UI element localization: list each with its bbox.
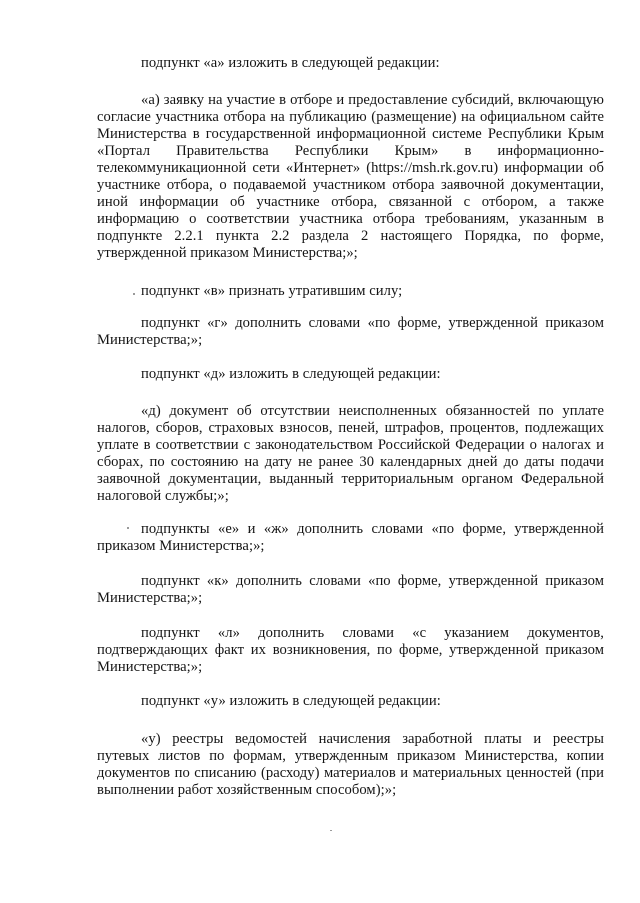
- paragraph-v: подпункт «в» признать утратившим силу;: [141, 283, 403, 299]
- scan-speck: [133, 293, 135, 295]
- scan-speck: [127, 527, 129, 529]
- paragraph-g: подпункт «г» дополнить словами «по форме, утвержденной приказом Министерства;»;: [97, 315, 604, 348]
- paragraph-k: подпункт «к» дополнить словами «по форме, утвержденной приказом Министерства;»;: [97, 573, 604, 606]
- paragraph-l: подпункт «л» дополнить словами «с указанием документов, подтверждающих факт их возникновения, по форме, утвержденной приказом Министерства;»;: [97, 625, 604, 675]
- paragraph-u-text: «у) реестры ведомостей начисления заработной платы и реестры путевых листов по формам, утвержденным приказом Министерства, копии документов по списанию (расходу) материалов и материальных ценностей (при выполнении работ хозяйственным способом);»;: [97, 731, 604, 798]
- scan-speck: [330, 830, 332, 831]
- paragraph-u-intro: подпункт «у» изложить в следующей редакции:: [141, 693, 441, 709]
- paragraph-e-zh: подпункты «е» и «ж» дополнить словами «по форме, утвержденной приказом Министерства;»;: [97, 521, 604, 554]
- paragraph-a-text: «а) заявку на участие в отборе и предоставление субсидий, включающую согласие участника отбора на публикацию (размещение) на официальном сайте Министерства в государственной информационной системе Республики Крым «Портал Правительства Республики Крым» в информационно-телекоммуникационной сети «Интернет» (https://msh.rk.gov.ru) информации об участнике отбора, о подаваемой участником отбора заявочной документации, иной информации об участнике отбора, связанной с отбором, а также информацию о соответствии участника отбора требованиям, указанным в подпункте 2.2.1 пункта 2.2 раздела 2 настоящего Порядка, по форме, утвержденной приказом Министерства;»;: [97, 92, 604, 261]
- paragraph-a-intro: подпункт «а» изложить в следующей редакции:: [141, 55, 440, 71]
- paragraph-d-intro: подпункт «д» изложить в следующей редакции:: [141, 366, 441, 382]
- paragraph-d-text: «д) документ об отсутствии неисполненных обязанностей по уплате налогов, сборов, страховых взносов, пеней, штрафов, процентов, подлежащих уплате в соответствии с законодательством Российской Федерации о налогах и сборах, по состоянию на дату не ранее 30 календарных дней до даты подачи заявочной документации, выданный территориальным органом Федеральной налоговой службы;»;: [97, 403, 604, 504]
